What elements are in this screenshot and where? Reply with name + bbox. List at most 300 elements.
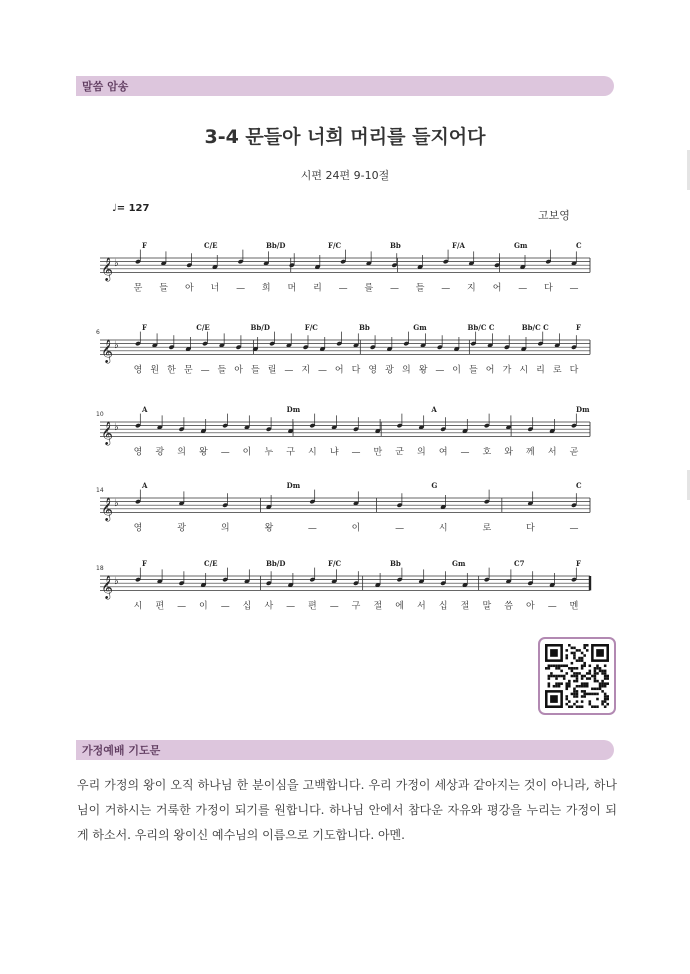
qr-module xyxy=(571,647,574,650)
lyric-syllable: 서 xyxy=(417,601,426,612)
qr-module xyxy=(578,705,581,708)
qr-module xyxy=(589,703,592,706)
measure-number: 14 xyxy=(96,487,104,494)
qr-module xyxy=(565,698,568,701)
lyric-syllable: — xyxy=(518,283,528,294)
lyric-syllable: — xyxy=(389,283,399,294)
qr-module xyxy=(576,705,579,708)
qr-module xyxy=(548,682,551,685)
lyric-syllable: 영 xyxy=(133,523,143,534)
lyric-syllable: 만 xyxy=(373,447,383,458)
qr-module xyxy=(565,703,568,706)
qr-module xyxy=(573,703,576,706)
lyric-syllable: 영 xyxy=(133,447,143,458)
qr-module xyxy=(601,690,604,693)
qr-module xyxy=(604,705,607,708)
qr-module xyxy=(558,664,561,667)
lyric-syllable: 편 xyxy=(155,601,165,612)
qr-module xyxy=(563,677,566,680)
lyric-syllable: 아 xyxy=(234,365,243,376)
qr-module xyxy=(548,677,551,680)
lyric-syllable: — xyxy=(220,601,230,612)
lyric-syllable: 들 xyxy=(469,365,478,376)
qr-module xyxy=(581,685,584,688)
lyric-syllable: 들 xyxy=(415,283,425,294)
lyric-syllable: 원 xyxy=(150,365,160,376)
qr-module xyxy=(558,667,561,670)
chord-symbol: Dm xyxy=(286,405,301,414)
qr-module xyxy=(560,682,563,685)
qr-module xyxy=(555,682,558,685)
lyric-syllable: 다 xyxy=(544,283,553,294)
qr-module xyxy=(599,670,602,673)
lyric-syllable: 왕 xyxy=(199,447,208,458)
lyric-syllable: 구 xyxy=(286,447,295,458)
qr-module xyxy=(601,670,604,673)
prayer-text: 우리 가정의 왕이 오직 하나님 한 분이심을 고백합니다. 우리 가정이 세상과 같아지는 것이 아니라, 하나님이 거하시는 거룩한 가정이 되기를 원합니다. 하나님 안에서 참다운 자유와 평강을 누리는 가정이 되게 하소서. 우리의 왕이신 예수님의 이름으로 기도합니다. 아멘. xyxy=(77,778,617,842)
qr-module xyxy=(555,675,558,678)
qr-module xyxy=(601,672,604,675)
qr-module xyxy=(604,672,607,675)
qr-module xyxy=(599,685,602,688)
lyric-syllable: 희 xyxy=(261,283,271,294)
qr-module xyxy=(565,664,568,667)
lyric-syllable: 말 xyxy=(482,601,492,612)
qr-module xyxy=(596,680,599,683)
lyric-syllable: 다 xyxy=(526,523,535,534)
lyric-syllable: 이 xyxy=(452,365,461,376)
lyric-syllable: 사 xyxy=(264,601,274,612)
qr-module xyxy=(586,693,589,696)
lyric-syllable: 께 xyxy=(526,447,535,458)
measure-number: 10 xyxy=(96,411,104,418)
qr-module xyxy=(596,705,599,708)
qr-module xyxy=(573,690,576,693)
qr-module xyxy=(591,693,594,696)
lyric-syllable: 로 xyxy=(482,523,492,534)
chord-symbol: F xyxy=(576,323,581,332)
lyric-syllable: 이 xyxy=(199,601,208,612)
chord-symbol: C/E xyxy=(204,241,218,250)
qr-module xyxy=(596,688,599,691)
chord-symbol: C/E xyxy=(196,323,210,332)
qr-module xyxy=(565,695,568,698)
qr-module xyxy=(571,667,574,670)
chord-symbol: Bb/C C xyxy=(467,323,495,332)
qr-module xyxy=(606,698,609,701)
qr-module xyxy=(573,695,576,698)
qr-module xyxy=(594,672,597,675)
lyric-syllable: 의 xyxy=(417,447,426,458)
qr-module xyxy=(604,670,607,673)
qr-code-pattern xyxy=(545,644,609,708)
qr-module xyxy=(606,675,609,678)
lyric-syllable: 한 xyxy=(167,365,176,376)
chord-symbol: C/E xyxy=(204,559,218,568)
qr-module xyxy=(553,685,556,688)
lyric-syllable: 다 xyxy=(351,365,361,376)
lyric-syllable: — xyxy=(284,365,294,376)
qr-module xyxy=(568,680,571,683)
qr-module xyxy=(568,700,571,703)
qr-module xyxy=(560,670,563,673)
qr-module xyxy=(601,700,604,703)
qr-module xyxy=(583,664,586,667)
chord-symbol: C7 xyxy=(514,559,525,568)
qr-module xyxy=(589,670,592,673)
qr-module xyxy=(581,652,584,655)
qr-module xyxy=(553,675,556,678)
qr-module xyxy=(563,664,566,667)
key-flat: ♭ xyxy=(114,258,119,269)
lyric-syllable: 광 xyxy=(385,365,394,376)
qr-module xyxy=(578,657,581,660)
qr-module xyxy=(576,672,579,675)
lyric-syllable: — xyxy=(177,601,187,612)
qr-module xyxy=(586,677,589,680)
lyric-syllable: 와 xyxy=(504,447,513,458)
lyric-syllable: — xyxy=(547,601,557,612)
qr-module xyxy=(589,700,592,703)
qr-module xyxy=(553,664,556,667)
qr-module xyxy=(573,693,576,696)
qr-module xyxy=(576,693,579,696)
lyric-syllable: 광 xyxy=(177,523,186,534)
lyric-syllable: — xyxy=(220,447,230,458)
lyric-syllable: — xyxy=(569,283,579,294)
chord-symbol: Gm xyxy=(514,241,528,250)
qr-module xyxy=(578,649,581,652)
qr-module xyxy=(599,688,602,691)
qr-finder xyxy=(596,649,604,657)
qr-module xyxy=(573,657,576,660)
qr-module xyxy=(548,664,551,667)
qr-module xyxy=(583,654,586,657)
lyric-syllable: 리 xyxy=(536,365,545,376)
qr-module xyxy=(581,677,584,680)
lyric-syllable: 어 xyxy=(485,365,495,376)
measure-number: 18 xyxy=(96,565,104,572)
qr-finder xyxy=(550,695,558,703)
qr-module xyxy=(604,675,607,678)
lyric-syllable: 누 xyxy=(264,447,274,458)
qr-module xyxy=(606,695,609,698)
qr-module xyxy=(604,685,607,688)
qr-module xyxy=(591,675,594,678)
lyric-syllable: 곧 xyxy=(569,447,579,458)
lyric-syllable: — xyxy=(569,523,579,534)
chord-symbol: Bb xyxy=(359,323,370,332)
qr-module xyxy=(599,682,602,685)
qr-module xyxy=(581,695,584,698)
lyric-syllable: — xyxy=(286,601,296,612)
qr-module xyxy=(576,700,579,703)
lyric-syllable: 의 xyxy=(220,523,230,534)
treble-clef: 𝄞 xyxy=(101,420,113,445)
lyric-syllable: 지 xyxy=(467,283,476,294)
qr-module xyxy=(583,647,586,650)
lyric-syllable: — xyxy=(317,365,327,376)
qr-module xyxy=(589,693,592,696)
qr-module xyxy=(583,690,586,693)
qr-module xyxy=(604,682,607,685)
lyric-syllable: 에 xyxy=(395,601,404,612)
qr-module xyxy=(568,705,571,708)
qr-module xyxy=(550,664,553,667)
qr-module xyxy=(555,667,558,670)
lyric-syllable: 여 xyxy=(438,447,448,458)
treble-clef: 𝄞 xyxy=(101,574,113,599)
lyric-syllable: 씀 xyxy=(504,601,513,612)
qr-module xyxy=(565,672,568,675)
lyric-syllable: — xyxy=(395,523,405,534)
key-flat: ♭ xyxy=(114,576,119,587)
qr-module xyxy=(545,667,548,670)
chord-symbol: A xyxy=(142,481,148,490)
qr-module xyxy=(589,664,592,667)
qr-module xyxy=(583,662,586,665)
lyric-syllable: 광 xyxy=(155,447,165,458)
qr-module xyxy=(565,688,568,691)
lyric-syllable: — xyxy=(329,601,339,612)
qr-module xyxy=(594,688,597,691)
lyric-syllable: — xyxy=(307,523,317,534)
qr-module xyxy=(565,649,568,652)
qr-module xyxy=(581,667,584,670)
chord-symbol: C xyxy=(576,481,582,490)
qr-module xyxy=(594,705,597,708)
qr-module xyxy=(576,680,579,683)
qr-module xyxy=(555,677,558,680)
qr-module xyxy=(550,675,553,678)
chord-symbol: C xyxy=(576,241,582,250)
qr-module xyxy=(563,675,566,678)
qr-module xyxy=(583,695,586,698)
chord-symbol: Bb/C C xyxy=(521,323,549,332)
chord-symbol: F xyxy=(142,241,147,250)
qr-module xyxy=(571,652,574,655)
lyric-syllable: — xyxy=(435,365,445,376)
qr-module xyxy=(596,672,599,675)
qr-module xyxy=(581,657,584,660)
chord-symbol: F xyxy=(576,559,581,568)
qr-module xyxy=(576,677,579,680)
chord-symbol: F xyxy=(142,559,147,568)
lyric-syllable: 구 xyxy=(351,601,361,612)
qr-module xyxy=(581,700,584,703)
qr-module xyxy=(601,680,604,683)
chord-symbol: A xyxy=(142,405,148,414)
qr-module xyxy=(565,682,568,685)
qr-module xyxy=(591,688,594,691)
qr-module xyxy=(550,672,553,675)
qr-module xyxy=(586,644,589,647)
qr-module xyxy=(578,685,581,688)
qr-module xyxy=(578,672,581,675)
qr-module xyxy=(594,675,597,678)
chord-symbol: Dm xyxy=(286,481,301,490)
qr-module xyxy=(558,682,561,685)
qr-module xyxy=(565,654,568,657)
qr-code[interactable] xyxy=(538,637,616,715)
key-flat: ♭ xyxy=(114,498,119,509)
treble-clef: 𝄞 xyxy=(101,256,113,281)
lyric-syllable: 머 xyxy=(287,283,297,294)
qr-module xyxy=(581,705,584,708)
chord-symbol: Bb xyxy=(390,241,401,250)
qr-module xyxy=(573,675,576,678)
qr-module xyxy=(601,703,604,706)
song-subtitle: 시편 24편 9-10절 xyxy=(300,169,390,182)
qr-module xyxy=(606,682,609,685)
lyric-syllable: 호 xyxy=(482,447,492,458)
qr-module xyxy=(568,644,571,647)
qr-module xyxy=(573,654,576,657)
qr-module xyxy=(576,659,579,662)
qr-module xyxy=(586,682,589,685)
qr-module xyxy=(581,659,584,662)
composer-name: 고보영 xyxy=(538,209,570,222)
qr-module xyxy=(573,667,576,670)
qr-module xyxy=(604,677,607,680)
qr-module xyxy=(568,685,571,688)
chord-symbol: F/A xyxy=(452,241,465,250)
section-header-label: 말씀 암송 xyxy=(82,80,129,93)
lyric-syllable: 문 xyxy=(183,365,193,376)
lyric-syllable: 십 xyxy=(438,601,448,612)
qr-module xyxy=(589,677,592,680)
qr-module xyxy=(601,685,604,688)
lyric-syllable: 지 xyxy=(301,365,311,376)
lyric-syllable: 영 xyxy=(368,365,378,376)
chord-symbol: A xyxy=(431,405,437,414)
lyric-syllable: 서 xyxy=(547,447,557,458)
lyric-syllable: 들 xyxy=(217,365,227,376)
lyric-syllable: 어 xyxy=(334,365,344,376)
lyric-syllable: 멘 xyxy=(569,601,579,612)
chord-symbol: F xyxy=(142,323,147,332)
lyric-syllable: 가 xyxy=(502,365,512,376)
lyric-syllable: 이 xyxy=(351,523,361,534)
qr-module xyxy=(558,685,561,688)
lyric-syllable: 군 xyxy=(395,447,404,458)
qr-module xyxy=(571,670,574,673)
lyric-syllable: 로 xyxy=(552,365,562,376)
chord-symbol: Bb/D xyxy=(266,559,286,568)
lyric-syllable: 아 xyxy=(184,283,194,294)
qr-module xyxy=(568,682,571,685)
qr-module xyxy=(604,664,607,667)
song-title: 3-4 문들아 너희 머리를 들지어다 xyxy=(204,126,486,148)
qr-module xyxy=(596,667,599,670)
qr-module xyxy=(583,675,586,678)
lyric-syllable: 아 xyxy=(526,601,535,612)
qr-module xyxy=(604,693,607,696)
lyric-syllable: — xyxy=(236,283,246,294)
lyric-syllable: 릴 xyxy=(267,365,277,376)
qr-module xyxy=(586,685,589,688)
chord-symbol: Bb/D xyxy=(266,241,286,250)
qr-module xyxy=(594,693,597,696)
lyric-syllable: 다 xyxy=(569,365,579,376)
qr-module xyxy=(594,677,597,680)
qr-module xyxy=(576,690,579,693)
qr-module xyxy=(560,664,563,667)
qr-module xyxy=(571,693,574,696)
lyric-syllable: 왕 xyxy=(418,365,428,376)
lyric-syllable: — xyxy=(338,283,348,294)
chord-symbol: Gm xyxy=(413,323,427,332)
chord-symbol: F/C xyxy=(328,559,342,568)
qr-finder xyxy=(550,649,558,657)
lyric-syllable: 영 xyxy=(133,365,143,376)
qr-module xyxy=(604,700,607,703)
measure-number: 6 xyxy=(96,329,100,336)
qr-module xyxy=(594,667,597,670)
qr-module xyxy=(581,690,584,693)
chord-symbol: Bb/D xyxy=(250,323,270,332)
qr-module xyxy=(576,695,579,698)
section-header-label: 가정예배 기도문 xyxy=(82,744,161,757)
qr-module xyxy=(571,675,574,678)
qr-module xyxy=(573,680,576,683)
qr-module xyxy=(581,682,584,685)
lyric-syllable: 리 xyxy=(313,283,322,294)
qr-module xyxy=(596,664,599,667)
lyric-syllable: — xyxy=(460,447,470,458)
qr-module xyxy=(589,672,592,675)
qr-module xyxy=(581,675,584,678)
qr-module xyxy=(599,667,602,670)
lyric-syllable: 를 xyxy=(364,283,374,294)
lyric-syllable: 들 xyxy=(251,365,260,376)
qr-module xyxy=(581,664,584,667)
section-header-memorize xyxy=(76,76,614,96)
qr-module xyxy=(571,705,574,708)
qr-module xyxy=(558,675,561,678)
qr-module xyxy=(548,675,551,678)
qr-module xyxy=(583,644,586,647)
key-flat: ♭ xyxy=(114,340,119,351)
treble-clef: 𝄞 xyxy=(101,496,113,521)
chord-symbol: F/C xyxy=(304,323,318,332)
qr-module xyxy=(583,682,586,685)
lyric-syllable: — xyxy=(351,447,361,458)
sheet-music-score xyxy=(0,228,690,628)
qr-module xyxy=(586,672,589,675)
chord-symbol: Gm xyxy=(452,559,466,568)
qr-module xyxy=(573,672,576,675)
lyric-syllable: 시 xyxy=(308,447,317,458)
lyric-syllable: — xyxy=(441,283,451,294)
qr-module xyxy=(576,675,579,678)
lyric-syllable: 십 xyxy=(242,601,252,612)
qr-module xyxy=(548,685,551,688)
key-flat: ♭ xyxy=(114,422,119,433)
qr-module xyxy=(601,682,604,685)
lyric-syllable: 의 xyxy=(177,447,186,458)
chord-symbol: Bb xyxy=(390,559,401,568)
lyric-syllable: 어 xyxy=(492,283,502,294)
qr-module xyxy=(604,698,607,701)
lyric-syllable: 들 xyxy=(159,283,168,294)
lyric-syllable: 너 xyxy=(210,283,220,294)
lyric-syllable: 이 xyxy=(242,447,252,458)
qr-module xyxy=(596,698,599,701)
qr-module xyxy=(604,695,607,698)
chord-symbol: Dm xyxy=(576,405,590,414)
qr-module xyxy=(555,664,558,667)
